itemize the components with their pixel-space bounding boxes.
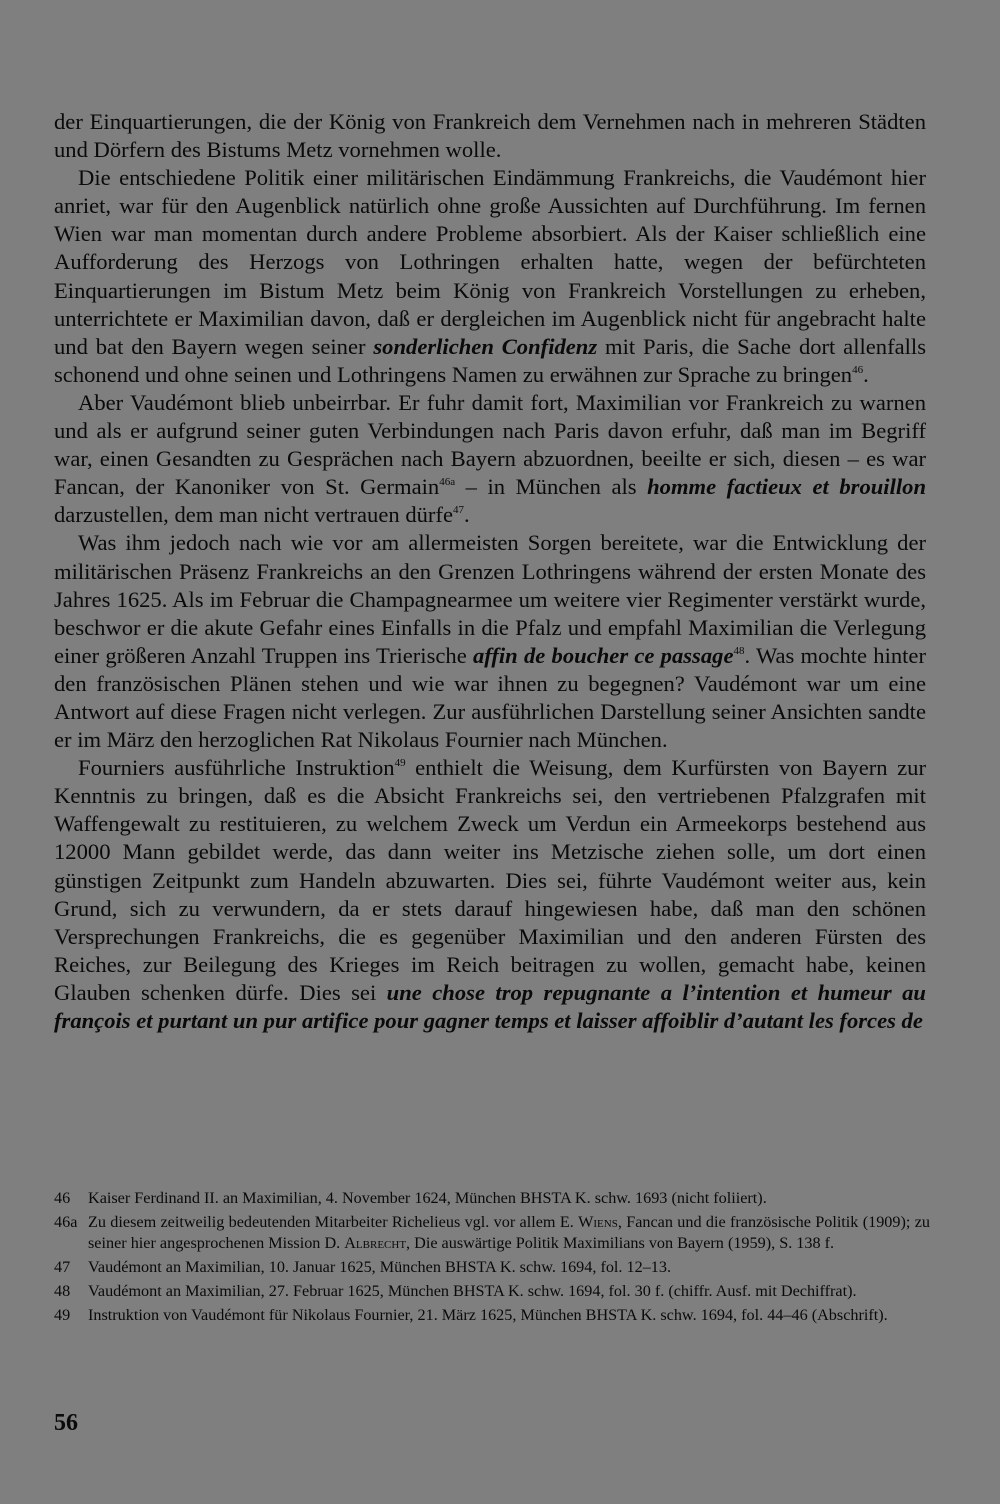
footnote-reference: 49 bbox=[394, 757, 406, 770]
footnote-number: 48 bbox=[54, 1282, 71, 1300]
text-run: mit Paris, die Sache dort allenfalls schonend und ohne seinen und Lothringens Namen zu erwähnen zur Sprache zu bringen bbox=[54, 333, 926, 387]
text-run: . bbox=[464, 502, 470, 528]
footnote-text bbox=[88, 1212, 930, 1254]
footnote-number: 47 bbox=[54, 1258, 71, 1276]
footnote-text bbox=[88, 1281, 930, 1302]
text-run: Instruktion von Vaudémont für Nikolaus Fournier, 21. März 1625, München BHSTA K. schw. 1694, fol. 44–46 (Abschrift). bbox=[88, 1306, 888, 1324]
footnote-number: 49 bbox=[54, 1306, 71, 1324]
paragraph bbox=[54, 529, 926, 754]
footnote-reference: 46 bbox=[852, 363, 864, 376]
text-run: Zu diesem zeitweilig bedeutenden Mitarbeiter Richelieus vgl. vor allem E. bbox=[88, 1213, 579, 1231]
text-run: Vaudémont an Maximilian, 10. Januar 1625, München BHSTA K. schw. 1694, fol. 12–13. bbox=[88, 1258, 672, 1276]
footnote bbox=[54, 1281, 930, 1302]
paragraph bbox=[54, 389, 926, 529]
footnote-number: 46a bbox=[54, 1213, 78, 1231]
text-run: , Die auswärtige Politik Maximilians von Bayern (1959), S. 138 f. bbox=[406, 1234, 835, 1252]
author-name: Wiens bbox=[578, 1213, 618, 1231]
footnote-text bbox=[88, 1257, 930, 1278]
text-run: . bbox=[863, 361, 869, 387]
footnote-reference: 46a bbox=[439, 476, 456, 489]
footnote-text bbox=[88, 1305, 930, 1326]
text-run: der Einquartierungen, die der König von Frankreich dem Vernehmen nach in mehreren Städten und Dörfern des Bistums Metz vornehmen wolle. bbox=[54, 109, 926, 163]
footnote-reference: 47 bbox=[453, 504, 464, 517]
italic-text: sonderlichen Confidenz bbox=[373, 333, 598, 359]
text-run: darzustellen, dem man nicht vertrauen dürfe bbox=[54, 502, 453, 528]
text-run: – in München als bbox=[455, 474, 648, 500]
footnote bbox=[54, 1188, 930, 1209]
footnotes bbox=[54, 1188, 930, 1329]
italic-text: une chose trop repugnante a l’intention et humeur au françois et purtant un pur artifice pour gagner temps et laisser affoiblir d’autant les forces de bbox=[54, 979, 926, 1033]
footnote bbox=[54, 1212, 930, 1254]
footnote bbox=[54, 1257, 930, 1278]
text-run: Aber Vaudémont blieb unbeirrbar. Er fuhr damit fort, Maximilian vor Frankreich zu warnen und als er aufgrund seiner guten Verbindungen nach Paris davon erfuhr, daß man im Begriff war, einen Gesandten zu Gesprächen nach Bayern abzuordnen, beeilte er sich, diesen – es war Fancan, der Kanoniker von St. Germain bbox=[54, 389, 926, 500]
paragraph bbox=[54, 164, 926, 389]
text-run: Die entschiedene Politik einer militärischen Eindämmung Frankreichs, die Vaudémont hier anriet, war für den Augenblick natürlich ohne große Aussichten auf Durchführung. Im fernen Wien war man momentan durch andere Probleme absorbiert. Als der Kaiser schließlich eine Aufforderung des Herzogs von Lothringen erhalten hatte, wegen der befürchteten Einquartierungen im Bistum Metz beim König von Frankreich Vorstellungen zu erheben, unterrichtete er Maximilian davon, daß er dergleichen im Augenblick nicht für angebracht halte und bat den Bayern wegen seiner bbox=[54, 165, 926, 359]
text-run: , Fancan und die französische Politik (1909); zu seiner hier angesprochenen Mission D. bbox=[88, 1213, 930, 1252]
footnote bbox=[54, 1305, 930, 1326]
page-number: 56 bbox=[54, 1410, 78, 1436]
text-run: Vaudémont an Maximilian, 27. Februar 1625, München BHSTA K. schw. 1694, fol. 30 f. (chiffr. Ausf. mit Dechiffrat). bbox=[88, 1282, 857, 1300]
paragraph bbox=[54, 754, 926, 1035]
footnote-text bbox=[88, 1188, 930, 1209]
text-run: . Was mochte hinter den französischen Plänen stehen und wie war ihnen zu begegnen? Vaudémont war um eine Antwort auf diese Fragen nicht verlegen. Zur ausführlichen Darstellung seiner Ansichten sandte er im März den herzoglichen Rat Nikolaus Fournier nach München. bbox=[54, 642, 926, 753]
text-run: Was ihm jedoch nach wie vor am allermeisten Sorgen bereitete, war die Entwicklung der militärischen Präsenz Frankreichs an den Grenzen Lothringens während der ersten Monate des Jahres 1625. Als im Februar die Champagnearmee um weitere vier Regimenter verstärkt wurde, beschwor er die akute Gefahr eines Einfalls in die Pfalz und empfahl Maximilian die Verlegung einer größeren Anzahl Truppen ins Trierische bbox=[54, 530, 926, 668]
main-text bbox=[54, 108, 926, 1035]
text-run: Kaiser Ferdinand II. an Maximilian, 4. November 1624, München BHSTA K. schw. 1693 (nicht foliiert). bbox=[88, 1189, 767, 1207]
author-name: Albrecht bbox=[344, 1234, 407, 1252]
text-run: Fourniers ausführliche Instruktion bbox=[78, 755, 395, 781]
text-run: enthielt die Weisung, dem Kurfürsten von Bayern zur Kenntnis zu bringen, daß es die Absicht Frankreichs sei, den vertriebenen Pfalzgrafen mit Waffengewalt zu restituieren, zu welchem Zweck um Verdun ein Armeekorps bestehend aus 12000 Mann gebildet werde, das dann weiter ins Metzische ziehen solle, um dort einen günstigen Zeitpunkt zum Handeln abzuwarten. Dies sei, führte Vaudémont weiter aus, kein Grund, sich zu verwundern, da er stets darauf hingewiesen habe, daß man den schönen Versprechungen Frankreichs, die es gegenüber Maximilian und den anderen Fürsten des Reiches, zur Beilegung des Krieges im Reich beitragen zu wollen, gemacht habe, keinen Glauben schenken dürfe. Dies sei bbox=[54, 755, 926, 1005]
italic-text: affin de boucher ce passage bbox=[472, 642, 734, 668]
footnote-reference: 48 bbox=[733, 644, 745, 657]
footnote-number: 46 bbox=[54, 1189, 71, 1207]
paragraph bbox=[54, 108, 926, 164]
italic-text: homme factieux et brouillon bbox=[647, 474, 927, 500]
